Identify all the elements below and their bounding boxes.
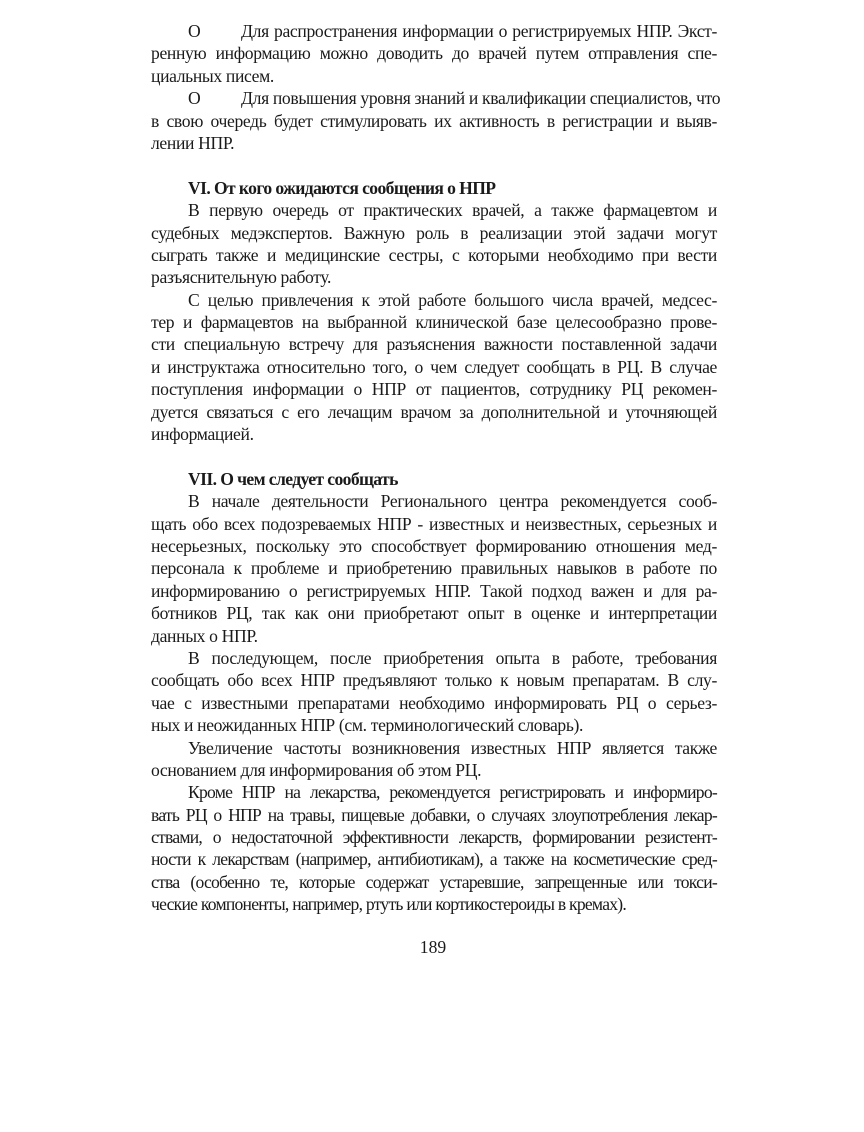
text-line: и инструктажа относительно того, о чем следует сообщать в РЦ. В случае bbox=[151, 356, 717, 377]
paragraph bbox=[151, 289, 717, 446]
text-line: информацией. bbox=[151, 424, 254, 445]
bullet-mark: О bbox=[188, 21, 201, 41]
paragraph bbox=[151, 490, 717, 647]
text-line: Для распространения информации о регистрируемых НПР. Экст- bbox=[241, 21, 717, 41]
section-heading: VII. О чем следует сообщать bbox=[188, 468, 398, 489]
text-line: несерьезных, поскольку это способствует формированию отношения мед- bbox=[151, 535, 717, 556]
spacer bbox=[151, 154, 717, 176]
text-line: лении НПР. bbox=[151, 132, 235, 153]
text-line: чае с известными препаратами необходимо информировать РЦ о серьез- bbox=[151, 692, 717, 713]
text-line: сыграть также и медицинские сестры, с которыми необходимо при вести bbox=[151, 244, 717, 265]
text-line: В первую очередь от практических врачей, а также фармацевтом и bbox=[188, 200, 717, 221]
text-line: ренную информацию можно доводить до врачей путем отправления спе- bbox=[151, 43, 717, 64]
text-line: В начале деятельности Регионального центра рекомендуется сооб- bbox=[188, 491, 717, 512]
page-number: 189 bbox=[419, 937, 447, 957]
text-line: информированию о регистрируемых НПР. Такой подход важен и для ра- bbox=[151, 580, 717, 601]
bullet-item-distribution bbox=[151, 20, 717, 87]
text-line: Для повышения уровня знаний и квалификации специалистов, что bbox=[241, 88, 721, 109]
text-line: судебных медэкспертов. Важную роль в реализации этой задачи могут bbox=[151, 222, 717, 243]
text-line: С целью привлечения к этой работе большого числа врачей, медсес- bbox=[188, 289, 717, 310]
text-line: дуется связаться с его лечащим врачом за дополнительной и уточняющей bbox=[151, 401, 717, 422]
text-line: Кроме НПР на лекарства, рекомендуется регистрировать и информиро- bbox=[188, 782, 717, 803]
page-body bbox=[151, 20, 721, 916]
text-line: ных и неожиданных НПР (см. терминологический словарь). bbox=[151, 715, 584, 736]
section-7 bbox=[151, 468, 717, 916]
paragraph bbox=[151, 199, 717, 289]
text-line: сообщать обо всех НПР предъявляют только к новым препаратам. В слу- bbox=[151, 670, 717, 691]
text-line: ческие компоненты, например, ртуть или кортикостероиды в кремах). bbox=[151, 894, 627, 915]
text-line: данных о НПР. bbox=[151, 625, 258, 646]
bullet-mark: О bbox=[188, 88, 201, 109]
text-line: в свою очередь будет стимулировать их активность в регистрации и выяв- bbox=[151, 110, 717, 131]
text-line: разъяснительную работу. bbox=[151, 267, 332, 288]
text-line: циальных писем. bbox=[151, 65, 274, 86]
text-line: персонала к проблеме и приобретению правильных навыков в работе по bbox=[151, 558, 717, 579]
spacer bbox=[151, 445, 717, 467]
paragraph bbox=[151, 781, 717, 915]
text-line: Увеличение частоты возникновения известных НПР является также bbox=[188, 737, 717, 758]
text-line: ствами, о недостаточной эффективности лекарств, формировании резистент- bbox=[151, 827, 717, 848]
text-line: ботников РЦ, так как они приобретают опыт в оценке и интерпретации bbox=[151, 603, 717, 624]
text-line: ства (особенно те, которые содержат устаревшие, запрещенные или токси- bbox=[151, 871, 717, 892]
text-line: основанием для информирования об этом РЦ. bbox=[151, 759, 482, 780]
text-line: В последующем, после приобретения опыта в работе, требования bbox=[188, 647, 717, 668]
text-line: тер и фармацевтов на выбранной клинической базе целесообразно прове- bbox=[151, 312, 717, 333]
text-line: щать обо всех подозреваемых НПР - известных и неизвестных, серьезных и bbox=[151, 513, 717, 534]
section-heading: VI. От кого ожидаются сообщения о НПР bbox=[188, 177, 496, 198]
paragraph bbox=[151, 737, 717, 782]
text-line: вать РЦ о НПР на травы, пищевые добавки, о случаях злоупотребления лекар- bbox=[151, 804, 717, 825]
bullet-item-qualification bbox=[151, 87, 721, 154]
text-line: ности к лекарствам (например, антибиотикам), а также на косметические сред- bbox=[151, 849, 717, 870]
section-6 bbox=[151, 177, 717, 446]
paragraph bbox=[151, 647, 717, 737]
text-line: сти специальную встречу для разъяснения важности поставленной задачи bbox=[151, 334, 717, 355]
text-line: поступления информации о НПР от пациентов, сотруднику РЦ рекомен- bbox=[151, 379, 717, 400]
